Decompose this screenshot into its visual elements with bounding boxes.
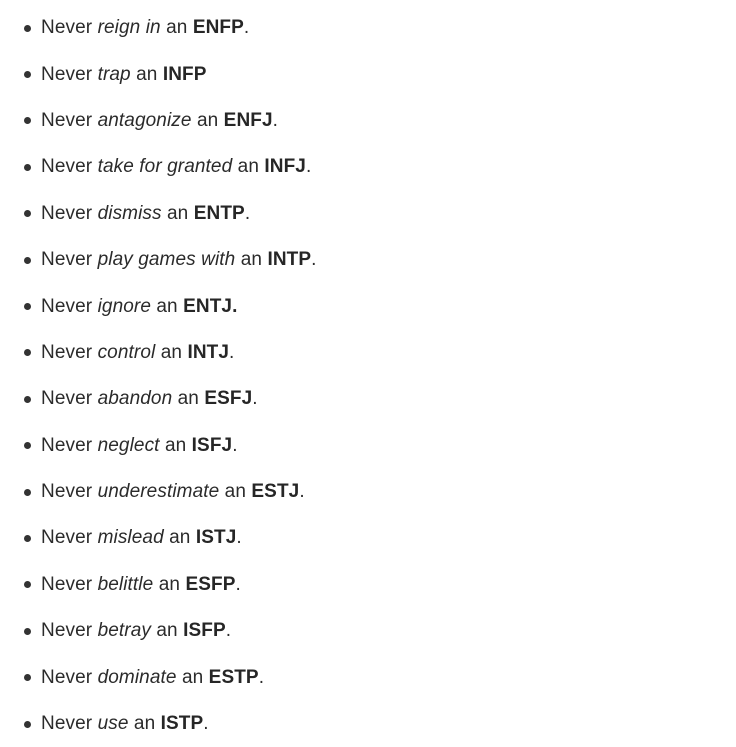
- list-item: [0, 376, 736, 422]
- item-lead: Never: [41, 17, 93, 39]
- item-lead: Never: [41, 63, 93, 85]
- list-item: [0, 608, 736, 654]
- list-item: [0, 701, 736, 747]
- item-verb: control: [97, 341, 156, 363]
- item-article: an: [240, 249, 263, 271]
- item-article: an: [166, 17, 188, 39]
- bullet-icon: [24, 117, 31, 124]
- item-type: ISTP: [160, 713, 204, 735]
- item-article: an: [156, 620, 178, 642]
- bullet-icon: [24, 210, 31, 217]
- item-lead: Never: [41, 202, 93, 224]
- item-verb: mislead: [97, 527, 164, 549]
- list-item: [0, 654, 736, 700]
- item-type: ESTP: [208, 666, 259, 688]
- item-type: ENFJ: [223, 109, 273, 131]
- item-type: ISFP: [183, 620, 226, 642]
- item-end: .: [229, 341, 235, 363]
- item-lead: Never: [41, 156, 93, 178]
- item-lead: Never: [41, 713, 93, 735]
- item-type: ISTJ: [195, 527, 237, 549]
- item-end: .: [311, 249, 317, 271]
- item-type: ESFP: [185, 573, 236, 595]
- item-end: .: [236, 527, 242, 549]
- item-type: INTP: [267, 249, 312, 271]
- item-lead: Never: [41, 573, 93, 595]
- item-verb: dismiss: [97, 202, 162, 224]
- item-lead: Never: [41, 620, 93, 642]
- item-end: .: [272, 109, 279, 131]
- item-type: ESTJ: [251, 481, 300, 503]
- bullet-icon: [24, 442, 31, 449]
- item-type: INTJ: [187, 341, 230, 363]
- bullet-icon: [24, 25, 31, 32]
- item-verb: neglect: [97, 434, 160, 456]
- item-verb: use: [97, 713, 129, 735]
- list-item: [0, 191, 736, 237]
- item-lead: Never: [41, 249, 93, 271]
- item-end: .: [225, 620, 232, 642]
- item-type: ENTJ.: [183, 295, 238, 317]
- bullet-icon: [24, 349, 31, 356]
- bullet-icon: [24, 628, 31, 635]
- item-end: .: [244, 202, 251, 224]
- list-item: [0, 562, 736, 608]
- item-lead: Never: [41, 341, 93, 363]
- item-type: INFJ: [264, 156, 306, 178]
- item-end: .: [203, 713, 209, 735]
- bullet-icon: [24, 721, 31, 728]
- item-verb: take for granted: [97, 156, 233, 178]
- item-article: an: [160, 341, 183, 363]
- list-item: [0, 469, 736, 515]
- item-lead: Never: [41, 109, 93, 131]
- item-verb: belittle: [97, 573, 154, 595]
- item-type: ESFJ: [204, 388, 253, 410]
- bullet-icon: [24, 164, 31, 171]
- item-article: an: [136, 63, 158, 85]
- item-article: an: [237, 156, 259, 178]
- bullet-icon: [24, 581, 31, 588]
- item-verb: antagonize: [97, 109, 192, 131]
- list-item: [0, 144, 736, 190]
- item-verb: reign in: [97, 17, 161, 39]
- item-lead: Never: [41, 666, 93, 688]
- item-end: .: [243, 17, 250, 39]
- item-article: an: [169, 527, 191, 549]
- item-verb: betray: [97, 620, 151, 642]
- item-end: .: [305, 156, 312, 178]
- item-type: ENTP: [193, 202, 245, 224]
- list-item: [0, 98, 736, 144]
- bullet-icon: [24, 535, 31, 542]
- item-verb: ignore: [97, 295, 151, 317]
- bullet-icon: [24, 257, 31, 264]
- item-type: ENFP: [192, 17, 244, 39]
- bullet-icon: [24, 489, 31, 496]
- item-verb: trap: [97, 63, 131, 85]
- item-article: an: [196, 109, 219, 131]
- item-type: ISFJ: [191, 434, 233, 456]
- list-item: [0, 423, 736, 469]
- item-article: an: [224, 481, 247, 503]
- bullet-icon: [24, 303, 31, 310]
- item-lead: Never: [41, 295, 93, 317]
- item-article: an: [133, 713, 156, 735]
- list-item: [0, 515, 736, 561]
- item-article: an: [177, 388, 199, 410]
- item-article: an: [164, 434, 187, 456]
- item-verb: play games with: [97, 249, 236, 271]
- item-verb: underestimate: [97, 481, 220, 503]
- item-article: an: [181, 666, 204, 688]
- item-lead: Never: [41, 481, 93, 503]
- list-item: [0, 51, 736, 97]
- item-lead: Never: [41, 434, 93, 456]
- item-verb: dominate: [97, 666, 177, 688]
- bullet-icon: [24, 396, 31, 403]
- item-type: INFP: [162, 63, 207, 85]
- item-lead: Never: [41, 527, 93, 549]
- item-article: an: [156, 295, 178, 317]
- item-end: .: [299, 481, 305, 503]
- item-end: .: [232, 434, 238, 456]
- bullet-icon: [24, 674, 31, 681]
- item-lead: Never: [41, 388, 93, 410]
- list-item: [0, 283, 736, 329]
- item-end: .: [258, 666, 265, 688]
- bullet-icon: [24, 71, 31, 78]
- list-item: [0, 237, 736, 283]
- list-item: [0, 5, 736, 51]
- item-end: .: [252, 388, 258, 410]
- item-end: .: [235, 573, 241, 595]
- personality-type-list: [0, 5, 736, 747]
- item-article: an: [158, 573, 181, 595]
- list-item: [0, 330, 736, 376]
- item-verb: abandon: [97, 388, 173, 410]
- item-article: an: [167, 202, 189, 224]
